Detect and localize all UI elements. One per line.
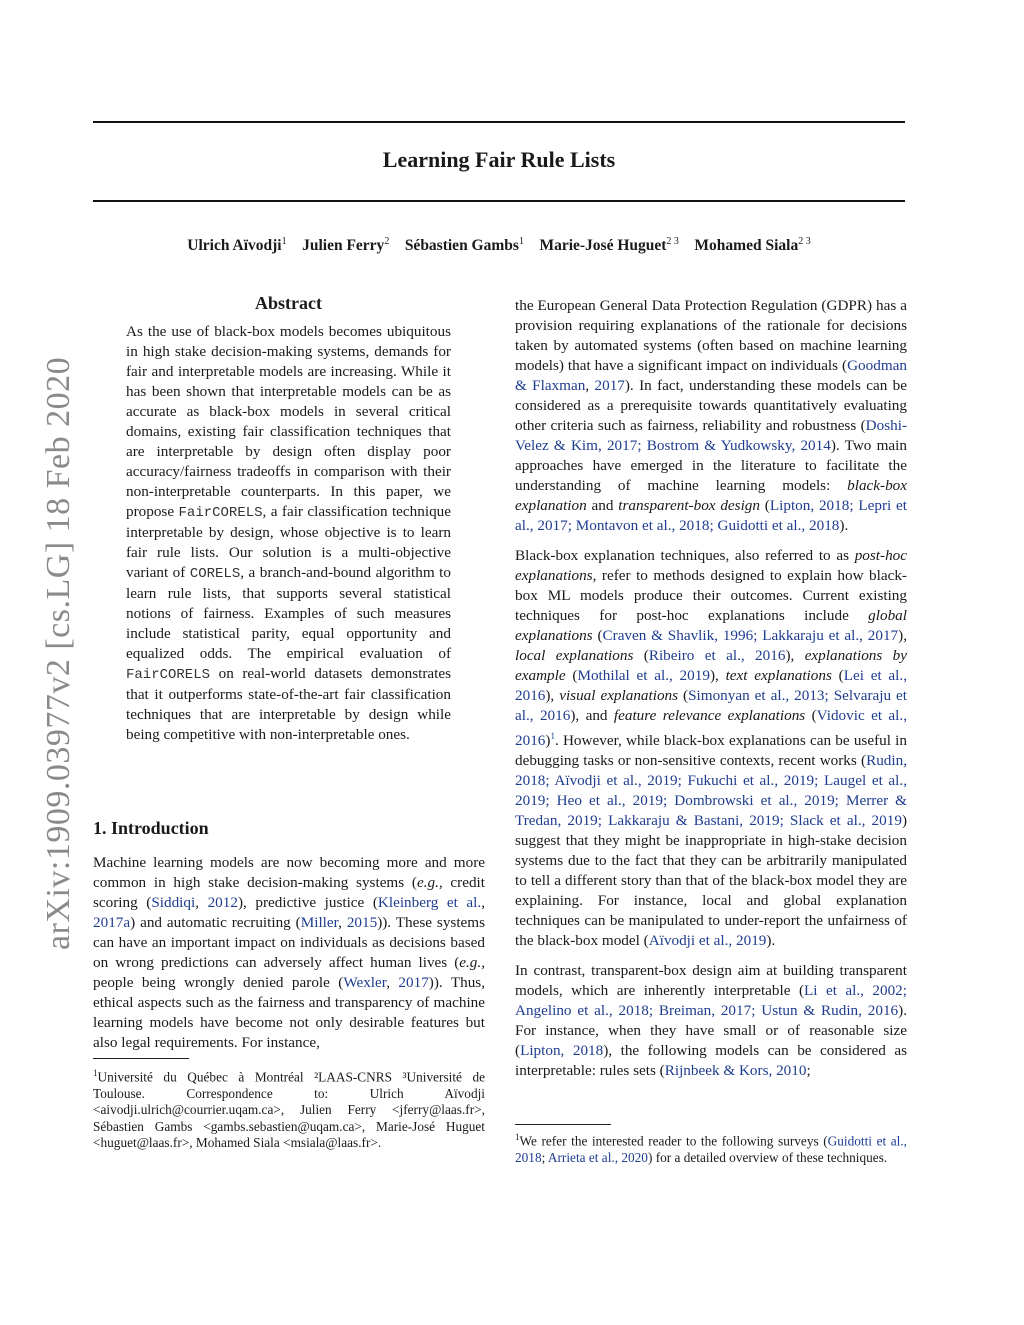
introduction-body: Machine learning models are now becoming more and more common in high stake decision-making systems (e.g., credit scoring (Siddiqi, 2012), predictive justice (Kleinberg et al., 2017a) and automatic recruiting (Miller, 2015)). These systems can have an important impact on individuals as decisions based on wrong predictions can adversely affect human lives (e.g., people being wrongly denied parole (Wexler, 2017)). Thus, ethical aspects such as the fairness and transparency of machine learning models have become not only desirable features but also legal requirements. For instance, (93, 854, 486, 1051)
citation-link[interactable]: Li et al., 2002; Angelino et al., 2018; Breiman, 2017; Ustun & Rudin, 2016 (515, 982, 907, 1020)
citation-link[interactable]: Ribeiro et al., 2016 (648, 647, 786, 664)
abstract-body: As the use of black-box models becomes ubiquitous in high stake decision-making systems, demands for fair and interpretable models are increasing. While it has been shown that interpretable models can be as accurate as black-box models in several critical domains, existing fair classification techniques that are interpretable by design often display poor accuracy/fairness tradeoffs in comparison with their non-interpretable counterparts. In this paper, we propose FairCORELS, a fair classification technique interpretable by design, whose objective is to learn fair rule lists. Our solution is a multi-objective variant of CORELS, a branch-and-bound algorithm to learn rule lists, that supports several statistical notions of fairness. Examples of such measures include statistical parity, equal opportunity and equalized odds. The empirical evaluation of FairCORELS on real-world datasets demonstrates that it outperforms state-of-the-art fair classification techniques that are interpretable by design while being competitive with non-interpretable ones. (126, 323, 451, 743)
author-list (93, 236, 905, 255)
footnote-marker[interactable]: 1 (550, 731, 555, 741)
author-name: Mohamed Siala (694, 237, 799, 255)
paragraph: Black-box explanation techniques, also referred to as post-hoc explanations, refer to methods designed to explain how black-box ML models produce their outcomes. Current existing techniques for post-hoc explanations include global explanations (Craven & Shavlik, 1996; Lakkaraju et al., 2017), local explanations (Ribeiro et al., 2016), explanations by example (Mothilal et al., 2019), text explanations (Lei et al., 2016), visual explanations (Simonyan et al., 2013; Selvaraju et al., 2016), and feature relevance explanations (Vidovic et al., 2016)$^1$. However, while black-box explanations can be useful in debugging tasks or non-sensitive contexts, recent works (Rudin, 2018; Aïvodji et al., 2019; Fukuchi et al., 2019; Laugel et al., 2019; Heo et al., 2019; Dombrowski et al., 2019; Merrer & Tredan, 2019; Lakkaraju & Bastani, 2019; Slack et al., 2019) suggest that they might be inappropriate in high-stake decision systems due to the fact that they can be arbitrarily manipulated to tell a different story than that of the black-box model they are explaining. For instance, local and global explanation techniques can be manipulated to under-report the unfairness of the black-box model (Aïvodji et al., 2019). (515, 547, 908, 950)
paragraph: the European General Data Protection Regulation (GDPR) has a provision requiring explanations of the rationale for decisions taken by automated systems (often based on machine learning models) that have a significant impact on individuals (Goodman & Flaxman, 2017). In fact, understanding these models can be considered as a prerequisite towards quantitatively evaluating other criteria such as fairness, reliability and robustness (Doshi-Velez & Kim, 2017; Bostrom & Yudkowsky, 2014). Two main approaches have emerged in the literature to facilitate the understanding of machine learning models: black-box explanation and transparent-box design (Lipton, 2018; Lepri et al., 2017; Montavon et al., 2018; Guidotti et al., 2018). (515, 297, 907, 534)
author-affiliation: 1 (518, 236, 524, 247)
affiliations-footnote: $^1$Université du Québec à Montréal ²LAAS-CNRS ³Université de Toulouse. Correspondence to: Ulrich Aïvodji <aivodji.ulrich@courrier.uqam.ca>, Julien Ferry <jferry@laas.fr>, Sébastien Gambs <gambs.sebastien@uqam.ca>, Marie-José Huguet <huguet@laas.fr>, Mohamed Siala <msiala@laas.fr>. (93, 1068, 485, 1151)
citation-link[interactable]: Doshi-Velez & Kim, 2017; Bostrom & Yudkowsky, 2014 (515, 417, 907, 454)
citation-link[interactable]: Miller (300, 914, 339, 931)
citation-link[interactable]: Mothilal et al., 2019 (577, 667, 710, 684)
author-name: Julien Ferry (302, 237, 385, 255)
citation-link[interactable]: 2012 (207, 894, 238, 911)
citation-link[interactable]: 2017a (93, 914, 131, 931)
citation-link[interactable]: 2015 (346, 914, 378, 931)
right-column-body (515, 296, 907, 1081)
code-corels: CORELS (189, 566, 241, 582)
arxiv-stamp: arXiv:1909.03977v2 [cs.LG] 18 Feb 2020 (40, 356, 77, 950)
survey-footnote: $^1$We refer the interested reader to the following surveys (Guidotti et al., 2018; Arrieta et al., 2020) for a detailed overview of these techniques. (515, 1132, 907, 1165)
author-name: Sébastien Gambs (404, 237, 519, 255)
author-affiliation: 2 3 (798, 236, 811, 247)
citation-link[interactable]: Guidotti et al., 2018 (515, 1133, 907, 1165)
author-name: Ulrich Aïvodji (187, 237, 282, 255)
footnote-rule-left (93, 1058, 189, 1059)
citation-link[interactable]: Goodman & Flaxman (515, 357, 907, 394)
citation-link[interactable]: Lipton, 2018; Lepri et al., 2017; Montavon et al., 2018; Guidotti et al., 2018 (515, 497, 907, 534)
author-affiliation: 2 (384, 236, 390, 247)
top-rule (93, 121, 905, 123)
citation-link[interactable]: 2017 (594, 377, 625, 394)
section-heading-introduction: 1. Introduction (93, 818, 209, 838)
citation-link[interactable]: Vidovic et al., 2016 (515, 707, 907, 750)
footnote-rule-right (515, 1124, 611, 1125)
citation-link[interactable]: 2017 (398, 974, 429, 991)
paper-title: Learning Fair Rule Lists (382, 147, 616, 172)
author-affiliation: 2 3 (666, 236, 679, 247)
citation-link[interactable]: Aïvodji et al., 2019 (648, 932, 767, 950)
author-affiliation: 1 (281, 236, 287, 247)
citation-link[interactable]: Kleinberg et al. (377, 894, 482, 911)
citation-link[interactable]: Simonyan et al., 2013; Selvaraju et al., 2016 (515, 687, 907, 724)
author-name: Marie-José Huguet (539, 237, 667, 255)
code-faircorels: FairCORELS (178, 505, 263, 521)
citation-link[interactable]: Arrieta et al., 2020 (547, 1149, 648, 1165)
citation-link[interactable]: Wexler (343, 974, 387, 991)
citation-link[interactable]: Craven & Shavlik, 1996; Lakkaraju et al., 2017 (602, 627, 899, 644)
citation-link[interactable]: Lipton, 2018 (520, 1042, 604, 1060)
citation-link[interactable]: Siddiqi (151, 894, 196, 911)
citation-link[interactable]: Rudin, 2018; Aïvodji et al., 2019; Fukuchi et al., 2019; Laugel et al., 2019; Heo et al., 2019; Dombrowski et al., 2019; Merrer & Tredan, 2019; Lakkaraju & Bastani, 2019; Slack et al., 2019 (515, 752, 907, 830)
citation-link[interactable]: Lei et al., 2016 (515, 667, 907, 704)
paragraph: In contrast, transparent-box design aim at building transparent models, which are inherently interpretable (Li et al., 2002; Angelino et al., 2018; Breiman, 2017; Ustun & Rudin, 2016). For instance, when they have small or of reasonable size (Lipton, 2018), the following models can be considered as interpretable: rules sets (Rijnbeek & Kors, 2010; (515, 962, 908, 1080)
code-faircorels: FairCORELS (126, 667, 211, 683)
title-bottom-rule (93, 200, 905, 202)
citation-link[interactable]: Rijnbeek & Kors, 2010 (664, 1062, 807, 1080)
abstract-heading: Abstract (255, 293, 322, 313)
